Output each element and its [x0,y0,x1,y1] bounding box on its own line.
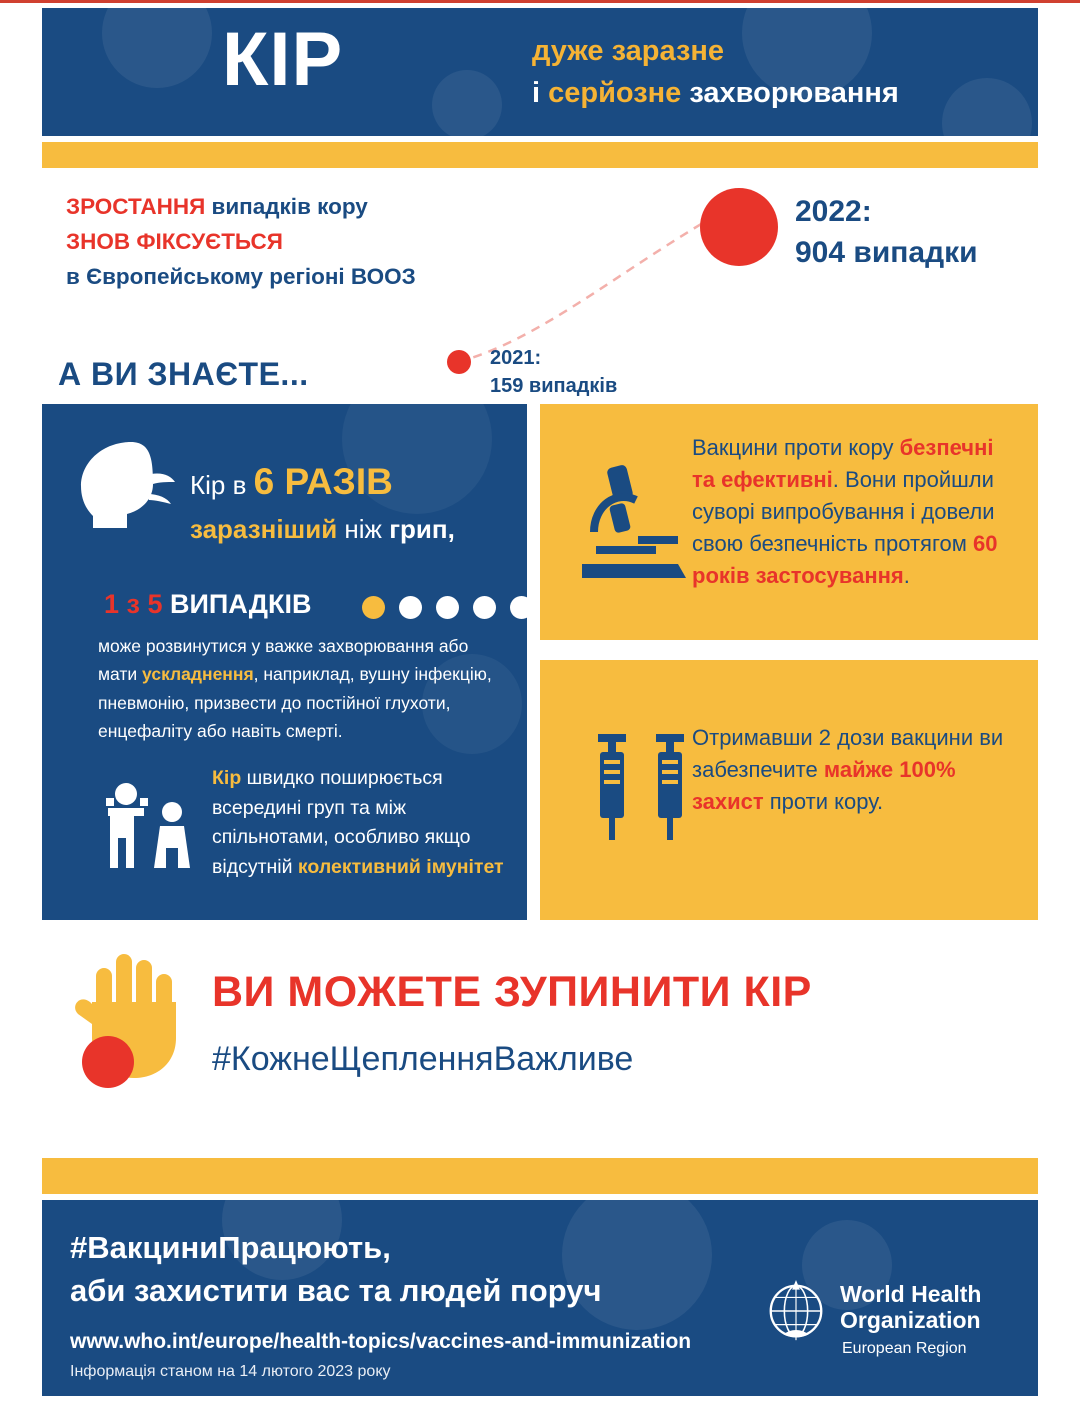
datapoint-2021-label [490,344,617,400]
six-times-bold: заразніший [190,513,338,544]
one-in-five-word: ВИПАДКІВ [162,589,312,619]
decorative-bubble [432,70,502,136]
footer-accent-bar [42,1158,1038,1194]
footer-url-link[interactable]: www.who.int/europe/health-topics/vaccines-and-immunization [70,1330,692,1353]
dot-filled [362,596,385,619]
cta-title: ВИ МОЖЕТЕ ЗУПИНИТИ КІР [212,968,812,1016]
spread-highlight-2: колективний імунітет [297,855,504,878]
header-subtitle-line2-highlight: серйозне [548,77,682,110]
who-logo [762,1278,1002,1378]
datapoint-2021-value: 159 випадків [490,375,618,397]
dot-empty [473,596,496,619]
card1-text-3: . [903,563,910,589]
section-title-did-you-know: А ВИ ЗНАЄТЕ... [58,356,309,392]
header-accent-bar [42,142,1038,168]
syringe-icon [582,732,700,856]
talking-head-icon [67,436,177,532]
card1-highlight-2: 60 років застосування [692,531,998,589]
six-times-value: 6 РАЗІВ [253,461,393,502]
footer-banner [42,1200,1038,1396]
datapoint-2022-marker [700,188,778,266]
card-vaccine-safety [540,404,1038,640]
header-subtitle-line2-post: захворювання [681,77,899,110]
complications-text-1: може розвинутися у важке захворювання або мати [98,636,469,685]
page-title: КІР [222,17,344,102]
complications-highlight: ускладнення [142,664,254,685]
growth-line1-red: ЗРОСТАННЯ [66,194,206,219]
decorative-bubble [102,8,212,88]
datapoint-2022-value: 904 випадки [795,235,978,269]
card-two-doses-text [692,722,1012,818]
card2-text-2: проти кору. [763,789,884,815]
complications-paragraph [98,632,506,745]
top-divider [0,0,1080,3]
spread-highlight-1: Кір [212,767,242,789]
card-two-doses [540,660,1038,920]
stop-hand-icon [72,950,192,1090]
who-wordmark-line2: Organization [840,1306,981,1333]
one-in-five-dot-chart [362,596,527,619]
who-region-label: European Region [842,1340,967,1357]
six-times-mid: ніж [337,513,390,544]
spread-paragraph [212,764,512,883]
growth-line2-red: ЗНОВ ФІКСУЄТЬСЯ [66,228,283,254]
dot-empty [436,596,459,619]
one-in-five-ratio: 1 з 5 [104,589,163,619]
dot-empty [399,596,422,619]
card1-highlight-1: безпечні та ефективні [692,435,994,493]
who-emblem-icon [762,1278,830,1346]
header-subtitle [532,30,1038,114]
datapoint-2022-year: 2022: [795,195,872,228]
who-wordmark-line1: World Health [840,1281,982,1307]
facts-panel [42,404,527,920]
card2-text-1: Отримавши 2 дози вакцини ви забезпечите [692,725,1004,783]
card2-highlight-1: майже 100% захист [692,757,956,815]
microscope-icon [582,460,690,584]
footer-hashtag [70,1226,770,1313]
datapoint-2022-label [795,192,978,273]
card1-text-1: Вакцини проти кору [692,435,900,460]
who-wordmark [840,1282,981,1334]
complications-text-2: , наприклад, вушну інфекцію, пневмонію, призвести до постійної глухоти, енцефаліту або навіть смерті. [98,664,492,742]
footer-hashtag-line2: аби захистити вас та людей поруч [70,1273,602,1309]
card1-text-2: . Вони пройшли суворі випробування і довели свою безпечність протягом [692,467,995,557]
growth-line1-rest: випадків кору [205,194,368,219]
one-in-five-label [104,589,312,620]
six-times-statement [190,454,520,549]
six-times-pre: Кір в [190,470,254,500]
card-vaccine-safety-text [692,432,1014,593]
header-banner [42,8,1038,136]
footer-hashtag-line1: #ВакциниПрацюють, [70,1230,391,1265]
growth-line3: в Європейському регіоні ВООЗ [66,263,416,289]
datapoint-2021-year: 2021: [490,347,542,369]
six-times-end: грип, [389,513,455,544]
header-subtitle-line1: дуже заразне [532,35,725,67]
spread-text: швидко поширюється всередині груп та між спільнотами, особливо якщо відсутній [212,767,471,878]
cta-hashtag: #КожнеЩепленняВажливе [212,1040,634,1078]
dot-empty [510,596,527,619]
datapoint-2021-marker [447,350,471,374]
footer-date-note: Інформація станом на 14 лютого 2023 року [70,1363,391,1380]
community-people-icon [104,778,208,870]
header-subtitle-line2-pre: і [532,77,549,110]
